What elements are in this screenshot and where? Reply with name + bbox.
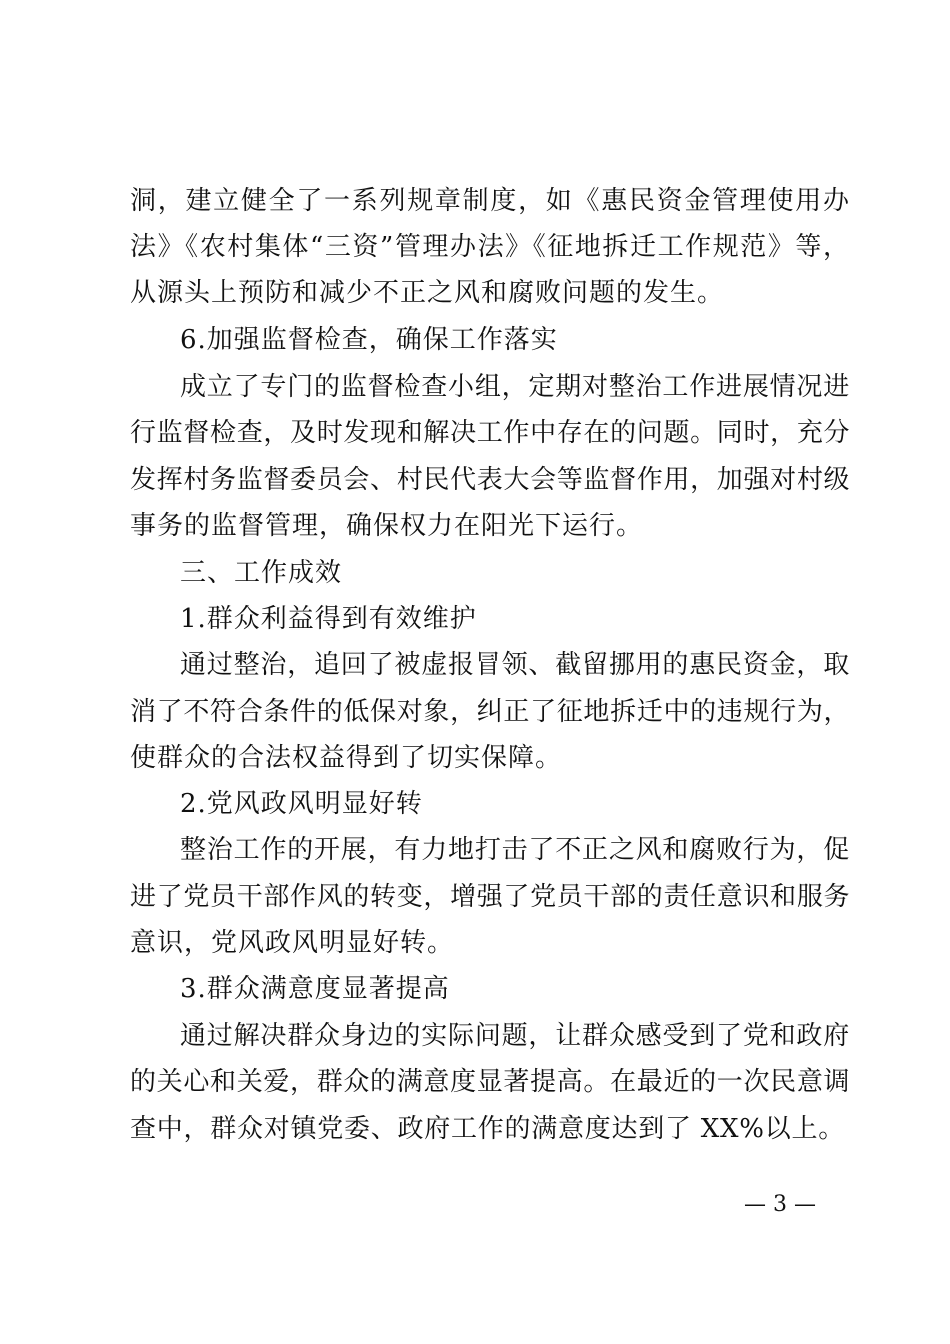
- subsection-heading: 2.党风政风明显好转: [180, 789, 423, 819]
- subsection-heading: 1.群众利益得到有效维护: [180, 604, 477, 634]
- body-text-line: 从源头上预防和减少不正之风和腐败问题的发生。: [130, 278, 725, 308]
- page-number: — 3 —: [744, 1192, 816, 1217]
- body-text-line: 通过解决群众身边的实际问题，让群众感受到了党和政府: [180, 1021, 850, 1051]
- body-text-line: 进了党员干部作风的转变，增强了党员干部的责任意识和服务: [130, 882, 850, 912]
- body-text-line: 洞，建立健全了一系列规章制度，如《惠民资金管理使用办: [130, 186, 850, 216]
- body-text-line: 事务的监督管理，确保权力在阳光下运行。: [130, 511, 644, 541]
- body-text-line: 成立了专门的监督检查小组，定期对整治工作进展情况进: [180, 372, 850, 402]
- subsection-heading: 3.群众满意度显著提高: [180, 974, 450, 1004]
- body-text-line: 发挥村务监督委员会、村民代表大会等监督作用，加强对村级: [130, 465, 850, 495]
- body-text-line: 法》《农村集体“三资”管理办法》《征地拆迁工作规范》等，: [130, 232, 850, 262]
- section-heading: 三、工作成效: [180, 558, 343, 588]
- body-text-line: 使群众的合法权益得到了切实保障。: [130, 743, 563, 773]
- body-text-line: 查中，群众对镇党委、政府工作的满意度达到了 XX%以上。: [130, 1114, 845, 1144]
- body-text-line: 行监督检查，及时发现和解决工作中存在的问题。同时，充分: [130, 418, 850, 448]
- body-text-line: 整治工作的开展，有力地打击了不正之风和腐败行为，促: [180, 835, 850, 865]
- body-text-line: 意识，党风政风明显好转。: [130, 928, 455, 958]
- body-text-line: 通过整治，追回了被虚报冒领、截留挪用的惠民资金，取: [180, 650, 850, 680]
- body-text-line: 消了不符合条件的低保对象，纠正了征地拆迁中的违规行为，: [130, 697, 850, 727]
- subsection-heading: 6.加强监督检查，确保工作落实: [180, 325, 558, 355]
- body-text-line: 的关心和关爱，群众的满意度显著提高。在最近的一次民意调: [130, 1067, 850, 1097]
